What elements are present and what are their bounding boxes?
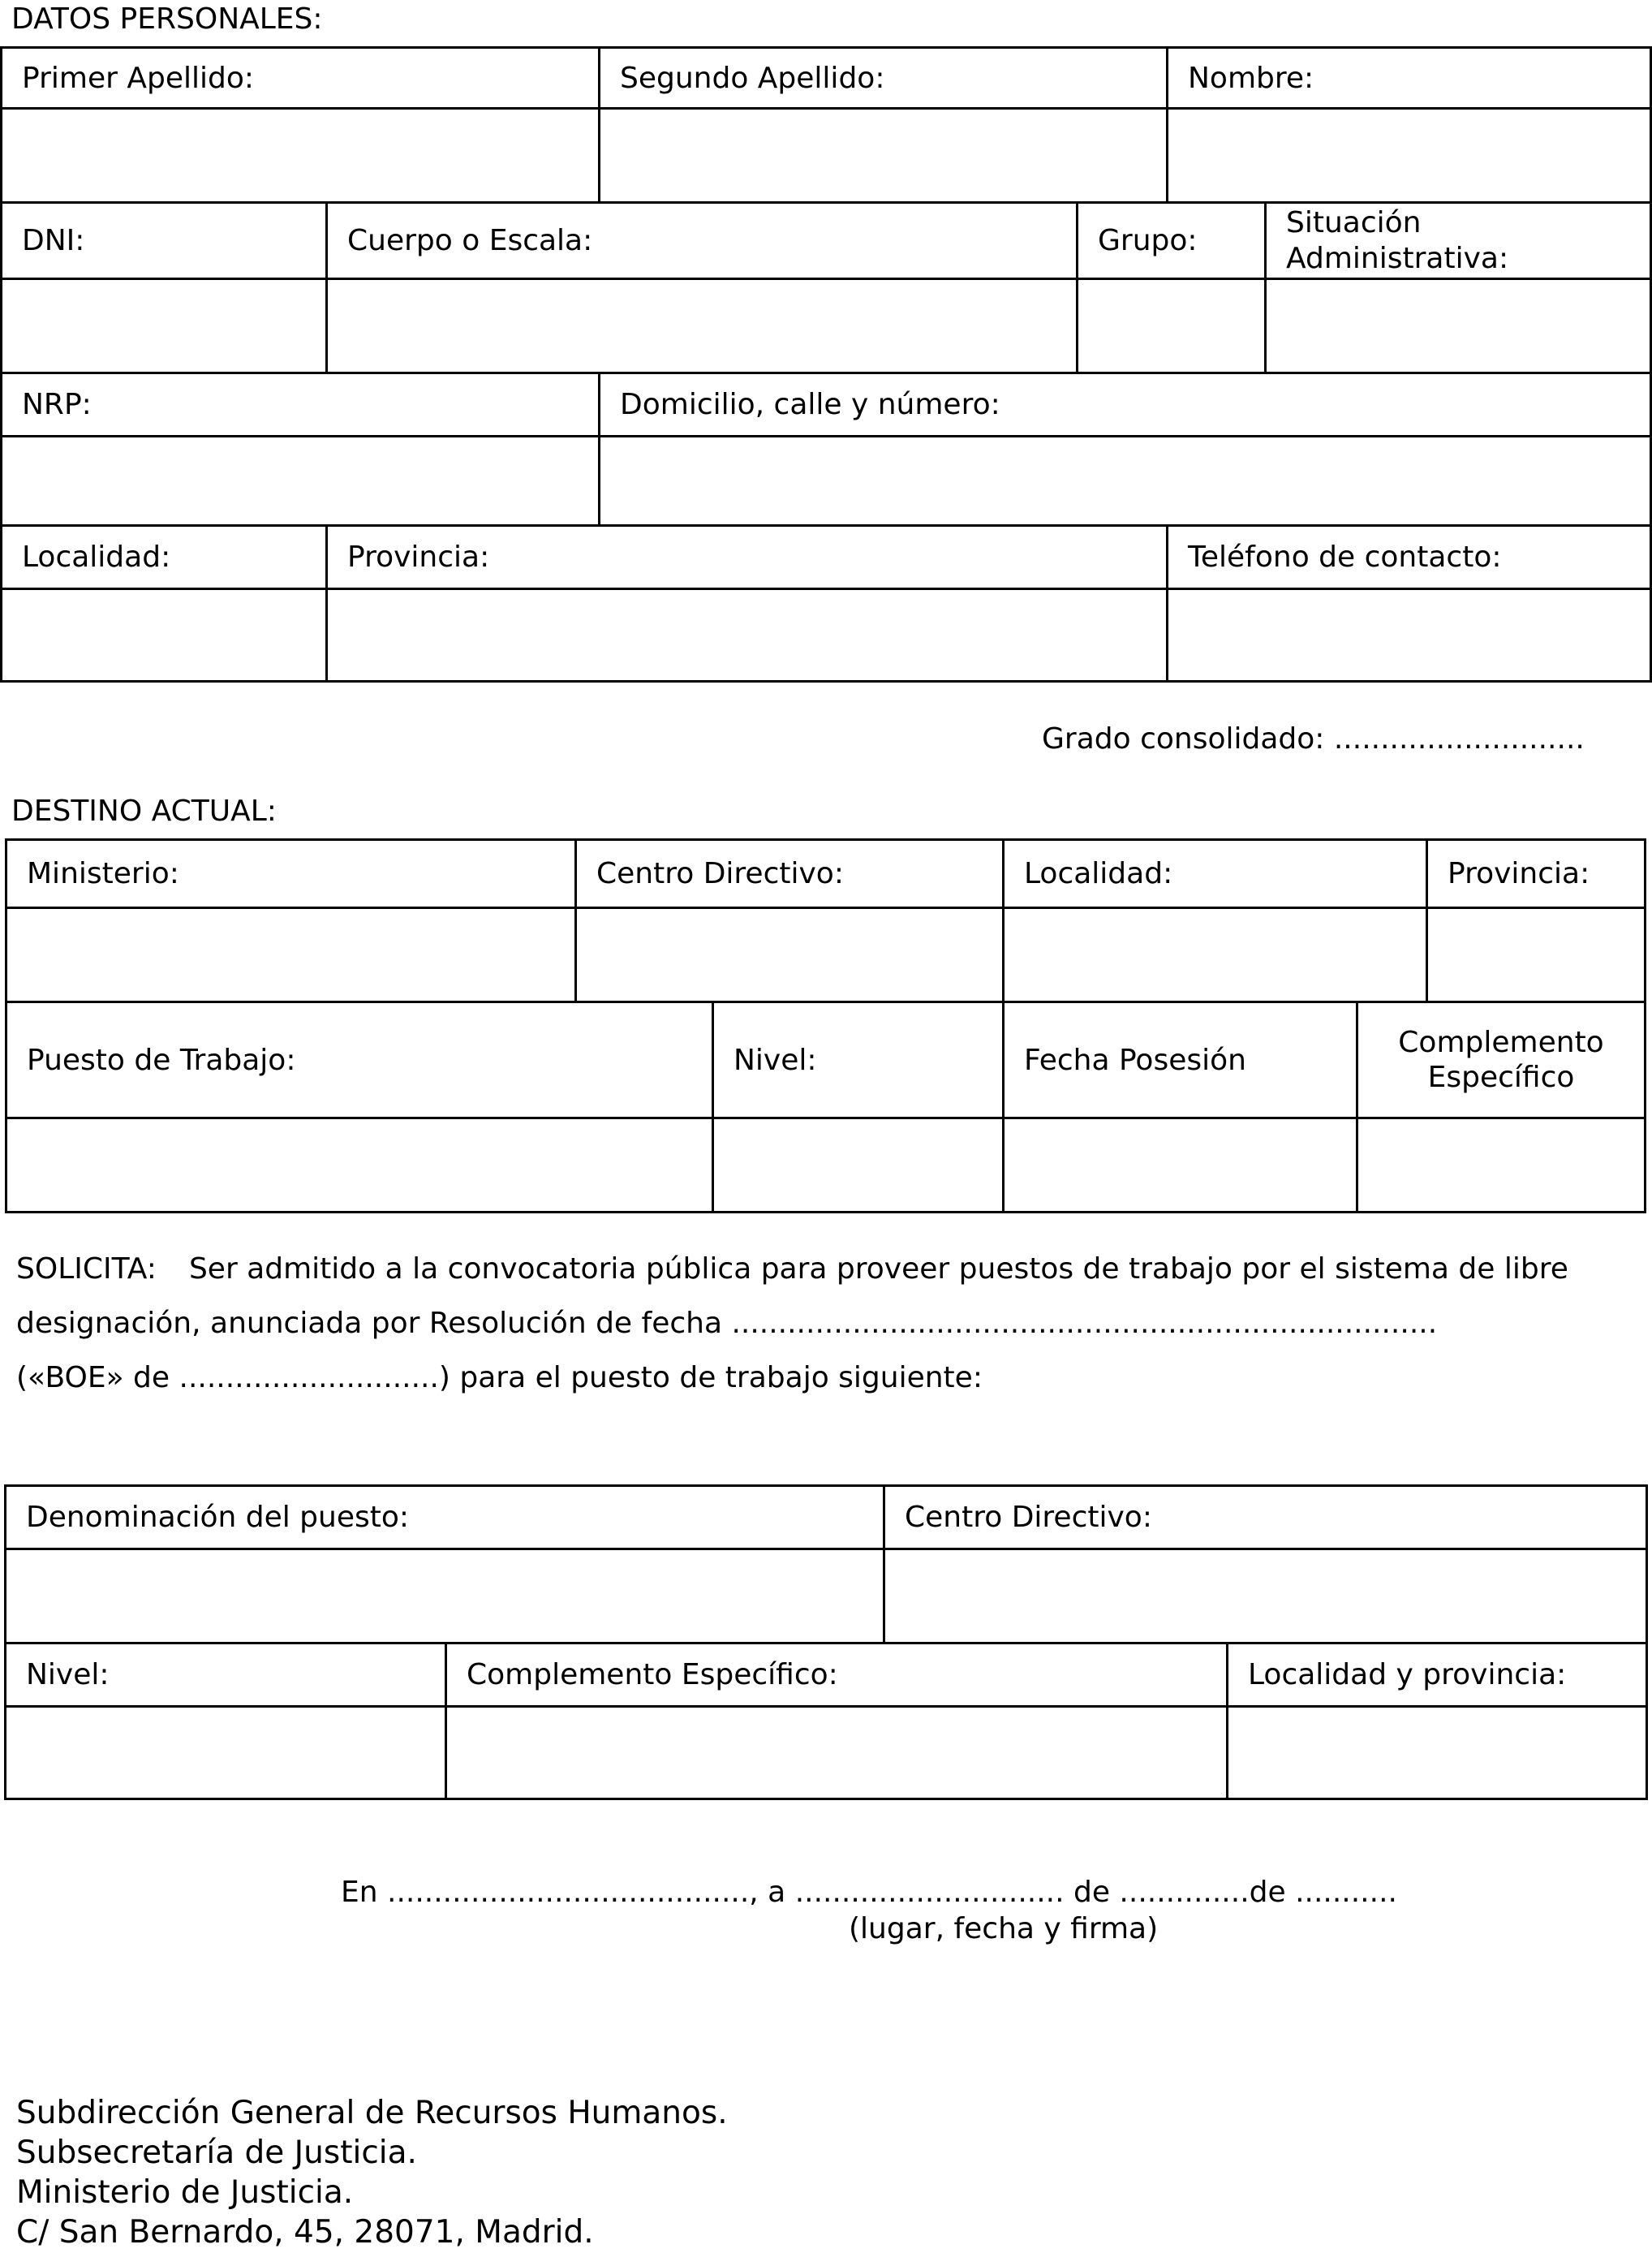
label-segundo-apellido: Segundo Apellido:	[598, 49, 1166, 107]
label-nivel-destino: Nivel:	[712, 1003, 1002, 1117]
field-dni[interactable]	[2, 280, 325, 372]
label-complemento-line2: Específico	[1427, 1061, 1575, 1094]
label-fecha-posesion: Fecha Posesión	[1002, 1003, 1356, 1117]
field-domicilio[interactable]	[598, 437, 1652, 524]
solicita-line-3: («BOE» de ............................) para el puesto de trabajo siguiente:	[16, 1361, 983, 1394]
field-nivel-destino[interactable]	[712, 1119, 1002, 1211]
label-situacion-line1: Situación	[1286, 206, 1422, 240]
label-localidad-destino: Localidad:	[1002, 841, 1426, 907]
label-primer-apellido: Primer Apellido:	[22, 61, 254, 95]
label-localidad: Localidad:	[22, 541, 171, 574]
field-provincia[interactable]	[325, 590, 1166, 680]
field-denominacion-puesto[interactable]	[6, 1550, 883, 1642]
label-telefono: Teléfono de contacto:	[1166, 527, 1652, 588]
field-ministerio[interactable]	[7, 909, 574, 1001]
address-line-2: Subsecretaría de Justicia.	[16, 2135, 417, 2171]
field-localidad-destino[interactable]	[1002, 909, 1426, 1001]
label-complemento-solicitado: Complemento Específico:	[445, 1644, 1226, 1705]
lugar-fecha-line: En ......................................., a ............................. de ..............de ...........	[341, 1876, 1397, 1909]
label-provincia: Provincia:	[325, 527, 1166, 588]
grado-consolidado: Grado consolidado: ...........................	[1042, 722, 1585, 756]
lugar-fecha-caption: (lugar, fecha y firma)	[849, 1912, 1159, 1945]
field-localidad-provincia[interactable]	[1226, 1708, 1646, 1798]
solicita-line-1	[16, 1252, 1568, 1286]
label-nivel-solicitado: Nivel:	[26, 1658, 110, 1691]
field-nombre[interactable]	[1166, 110, 1652, 201]
address-line-4: C/ San Bernardo, 45, 28071, Madrid.	[16, 2214, 594, 2251]
label-puesto-trabajo: Puesto de Trabajo:	[27, 1043, 296, 1077]
label-dni: DNI:	[22, 224, 85, 257]
field-complemento-solicitado[interactable]	[445, 1708, 1226, 1798]
field-fecha-posesion[interactable]	[1002, 1119, 1356, 1211]
destino-actual-table	[5, 838, 1646, 1213]
label-centro-directivo: Centro Directivo:	[574, 841, 1002, 907]
label-nrp: NRP:	[22, 388, 92, 421]
section-title-datos-personales: DATOS PERSONALES:	[11, 2, 323, 36]
field-situacion-administrativa[interactable]	[1264, 280, 1652, 372]
field-centro-directivo-solicitado[interactable]	[883, 1550, 1646, 1642]
field-nrp[interactable]	[2, 437, 598, 524]
field-grupo[interactable]	[1076, 280, 1264, 372]
label-centro-directivo-solicitado: Centro Directivo:	[883, 1487, 1646, 1548]
field-telefono[interactable]	[1166, 590, 1652, 680]
solicita-line-2: designación, anunciada por Resolución de fecha ............................................................................	[16, 1307, 1438, 1340]
datos-personales-table	[0, 46, 1652, 683]
field-localidad[interactable]	[2, 590, 325, 680]
label-ministerio: Ministerio:	[27, 857, 179, 890]
label-complemento-especifico	[1356, 1003, 1644, 1117]
field-nivel-solicitado[interactable]	[6, 1708, 445, 1798]
label-localidad-provincia: Localidad y provincia:	[1226, 1644, 1646, 1705]
label-nombre: Nombre:	[1166, 49, 1652, 107]
label-provincia-destino: Provincia:	[1426, 841, 1644, 907]
field-cuerpo-escala[interactable]	[325, 280, 1076, 372]
label-grupo: Grupo:	[1076, 204, 1264, 278]
label-complemento-line1: Complemento	[1398, 1025, 1604, 1059]
label-denominacion-puesto: Denominación del puesto:	[26, 1501, 410, 1534]
field-complemento-especifico[interactable]	[1356, 1119, 1644, 1211]
address-line-3: Ministerio de Justicia.	[16, 2174, 354, 2211]
label-domicilio: Domicilio, calle y número:	[598, 374, 1652, 435]
puesto-solicitado-table	[4, 1484, 1648, 1800]
solicita-text: Ser admitido a la convocatoria pública para proveer puestos de trabajo por el sistema de libre	[188, 1252, 1568, 1286]
field-centro-directivo[interactable]	[574, 909, 1002, 1001]
field-provincia-destino[interactable]	[1426, 909, 1644, 1001]
label-situacion-line2: Administrativa:	[1286, 241, 1509, 275]
label-situacion-administrativa	[1264, 204, 1652, 278]
label-cuerpo-escala: Cuerpo o Escala:	[325, 204, 1076, 278]
solicita-label: SOLICITA:	[16, 1252, 157, 1286]
section-title-destino-actual: DESTINO ACTUAL:	[11, 795, 277, 828]
field-puesto-trabajo[interactable]	[7, 1119, 712, 1211]
field-segundo-apellido[interactable]	[598, 110, 1166, 201]
address-line-1: Subdirección General de Recursos Humanos.	[16, 2095, 728, 2131]
field-primer-apellido[interactable]	[2, 110, 598, 201]
